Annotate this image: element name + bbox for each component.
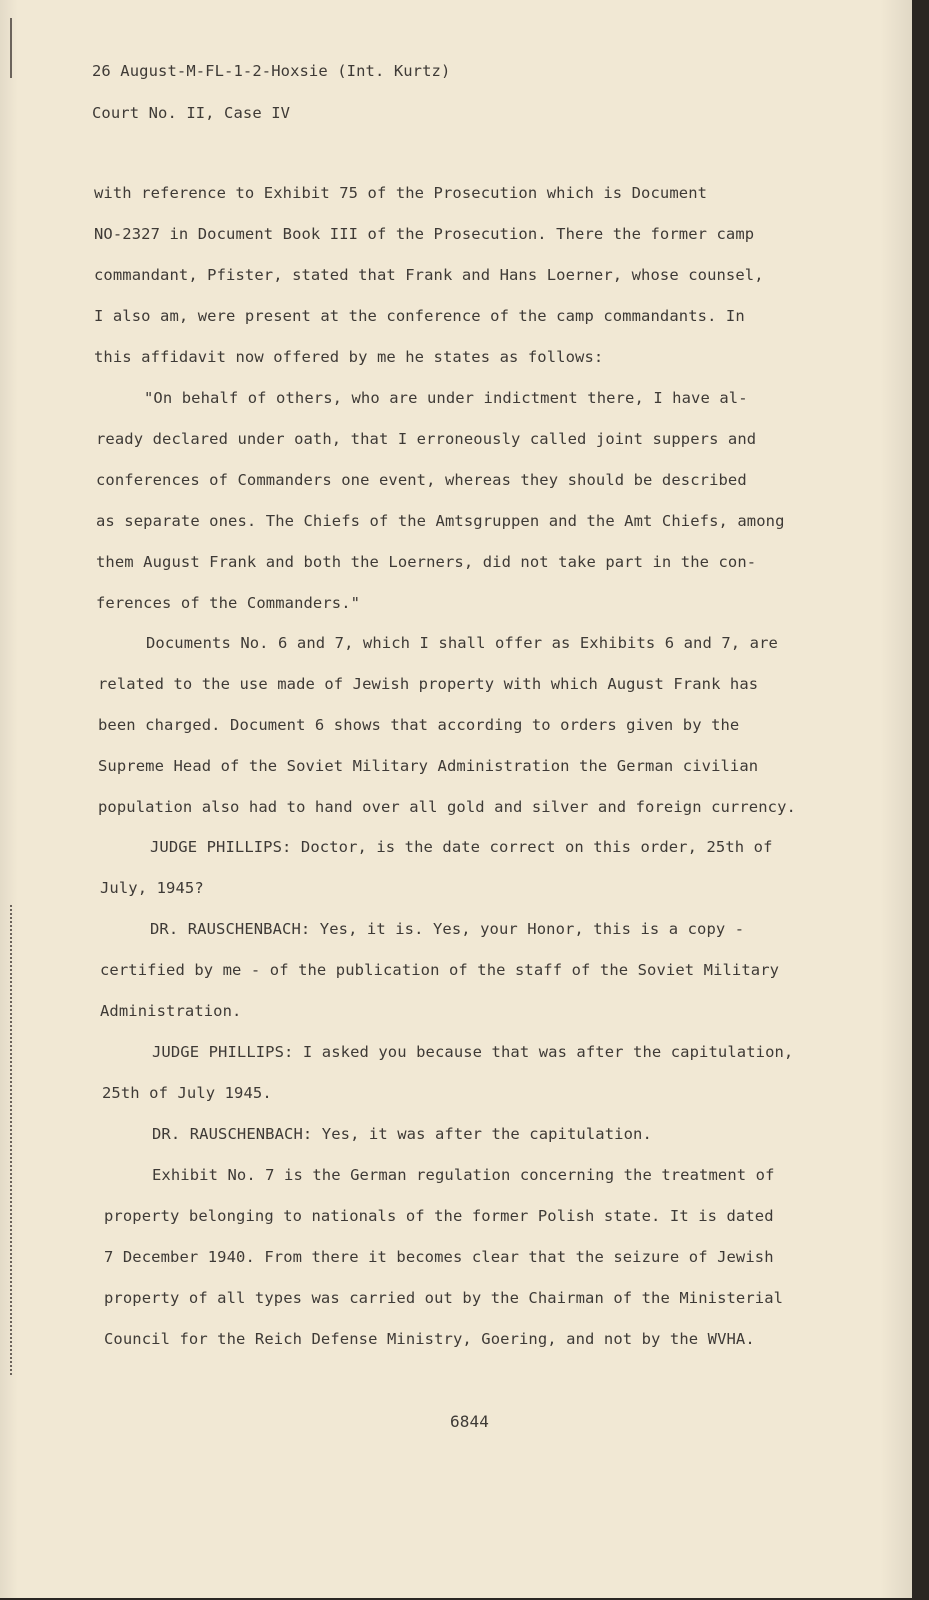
text-line: I also am, were present at the conference of the camp commandants. In xyxy=(94,307,745,325)
text-line: Supreme Head of the Soviet Military Administration the German civilian xyxy=(98,757,759,775)
text-line: commandant, Pfister, stated that Frank and Hans Loerner, whose counsel, xyxy=(94,266,764,284)
text-line: as separate ones. The Chiefs of the Amtsgruppen and the Amt Chiefs, among xyxy=(96,512,785,530)
text-line: related to the use made of Jewish property with which August Frank has xyxy=(98,675,759,693)
text-line: July, 1945? xyxy=(100,879,204,897)
text-line: population also had to hand over all gold and silver and foreign currency. xyxy=(98,798,796,816)
text-line: certified by me - of the publication of the staff of the Soviet Military xyxy=(100,961,780,979)
header-court: Court No. II, Case IV xyxy=(92,104,291,122)
binding-mark xyxy=(10,905,14,1375)
text-line: 25th of July 1945. xyxy=(102,1084,272,1102)
text-line: JUDGE PHILLIPS: Doctor, is the date correct on this order, 25th of xyxy=(150,838,773,856)
header-case-reference: 26 August-M-FL-1-2-Hoxsie (Int. Kurtz) xyxy=(92,62,451,80)
text-line: with reference to Exhibit 75 of the Prosecution which is Document xyxy=(94,184,708,202)
text-line: Exhibit No. 7 is the German regulation concerning the treatment of xyxy=(152,1166,775,1184)
text-line: property belonging to nationals of the former Polish state. It is dated xyxy=(104,1207,774,1225)
text-line: NO-2327 in Document Book III of the Prosecution. There the former camp xyxy=(94,225,755,243)
text-line: "On behalf of others, who are under indictment there, I have al- xyxy=(144,389,748,407)
text-line: been charged. Document 6 shows that according to orders given by the xyxy=(98,716,740,734)
text-line: ferences of the Commanders." xyxy=(96,594,361,612)
text-line: DR. RAUSCHENBACH: Yes, it was after the capitulation. xyxy=(152,1125,652,1143)
text-line: JUDGE PHILLIPS: I asked you because that was after the capitulation, xyxy=(152,1043,794,1061)
page-number: 6844 xyxy=(450,1412,489,1431)
text-line: Administration. xyxy=(100,1002,242,1020)
text-line: Council for the Reich Defense Ministry, Goering, and not by the WVHA. xyxy=(104,1330,755,1348)
text-line: conferences of Commanders one event, whereas they should be described xyxy=(96,471,747,489)
binding-mark xyxy=(10,18,14,78)
text-line: ready declared under oath, that I erroneously called joint suppers and xyxy=(96,430,757,448)
text-line: DR. RAUSCHENBACH: Yes, it is. Yes, your Honor, this is a copy - xyxy=(150,920,745,938)
text-line: them August Frank and both the Loerners, did not take part in the con- xyxy=(96,553,757,571)
text-line: Documents No. 6 and 7, which I shall offer as Exhibits 6 and 7, are xyxy=(146,634,778,652)
text-line: 7 December 1940. From there it becomes clear that the seizure of Jewish xyxy=(104,1248,774,1266)
text-line: this affidavit now offered by me he states as follows: xyxy=(94,348,604,366)
text-line: property of all types was carried out by the Chairman of the Ministerial xyxy=(104,1289,784,1307)
